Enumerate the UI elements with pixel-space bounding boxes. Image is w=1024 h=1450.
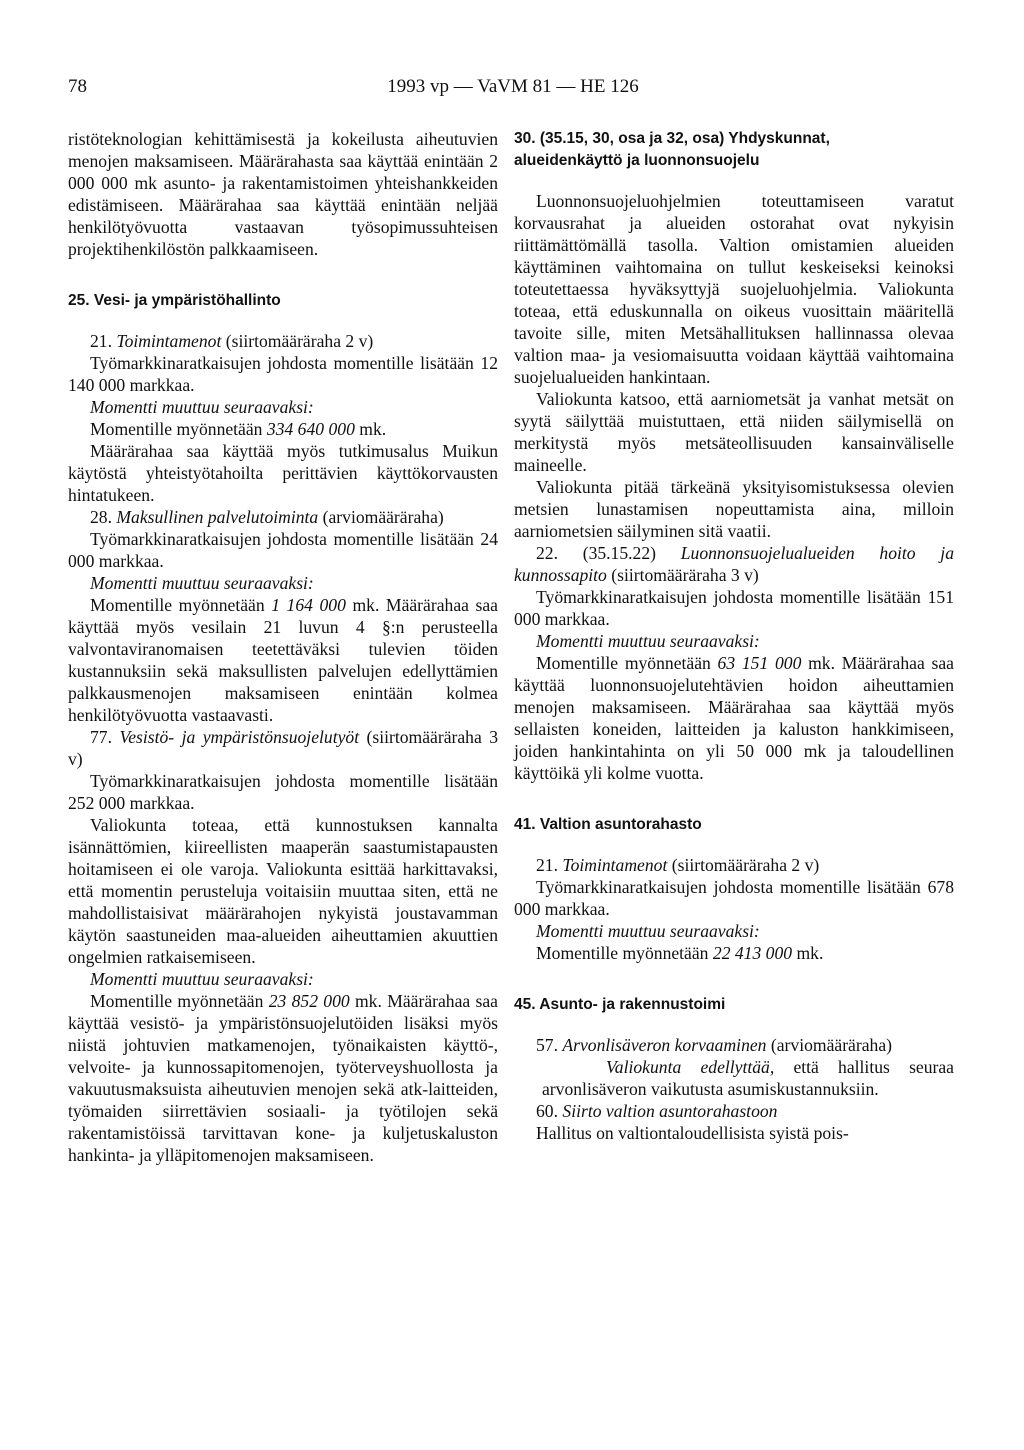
item-57-requirement: Valiokunta edellyttää, että hallitus seuraa arvonlisäveron vaikutusta asumiskustannuksiin.: [542, 1057, 954, 1099]
item-22-body: Työmarkkinaratkaisujen johdosta momentille lisätään 151 000 markkaa.: [514, 587, 954, 629]
item-21-body: Työmarkkinaratkaisujen johdosta momentille lisätään 12 140 000 markkaa.: [68, 353, 498, 395]
item-28-change: Momentti muuttuu seuraavaksi:: [90, 573, 314, 593]
item-77-title: 77. Vesistö- ja ympäristönsuojelutyöt (siirtomääräraha 3 v): [68, 727, 499, 769]
right-column: [514, 128, 954, 1144]
section-heading-41: 41. Valtion asuntorahasto: [514, 816, 702, 833]
item-77-committee: Valiokunta toteaa, että kunnostuksen kannalta isännättömien, kiireellisten maaperän saastumistapausten hoitamiseen ei ole varoja. Valiokunta esittää harkittavaksi, että momentin perusteluja voitaisiin muuttaa siten, että ne mahdollistaisivat määrärahojen nykyistä joustavamman käytön saastuneiden maa-alueiden aiheuttamien akuuttien ongelmien ratkaisemiseen.: [68, 815, 498, 967]
section-heading-45: 45. Asunto- ja rakennustoimi: [514, 996, 726, 1013]
item-21b-change: Momentti muuttuu seuraavaksi:: [536, 921, 760, 941]
section-heading-30-line1: 30. (35.15, 30, osa ja 32, osa) Yhdyskunnat,: [514, 130, 830, 147]
running-head: 1993 vp — VaVM 81 — HE 126: [387, 76, 639, 97]
left-column: [68, 128, 498, 1166]
item-21-grant: Momentille myönnetään 334 640 000 mk.: [90, 419, 387, 439]
section-heading-25: 25. Vesi- ja ympäristöhallinto: [68, 292, 281, 309]
item-60-body: Hallitus on valtiontaloudellisista syistä pois-: [536, 1123, 849, 1143]
intro-paragraph: ristöteknologian kehittämisestä ja kokeilusta aiheutuvien menojen maksamiseen. Määrärahasta saa käyttää enintään 2 000 000 mk asunto- ja rakentamistoimen yhteishankkeiden edistämiseen. Määrärahaa saa käyttää enintään neljää henkilötyövuotta vastaavan työsopimussuhteisen projektihenkilöstön palkkaamiseen.: [68, 129, 498, 259]
item-77-grant: Momentille myönnetään 23 852 000 mk. Määrärahaa saa käyttää vesistö- ja ympäristönsuojelutöiden lisäksi myös niistä johtuvien matkamenojen, työnaikaisten käyttö-, velvoite- ja kunnossapitomenojen, työterveyshuollosta ja vakuutusmaksuista aiheutuvien menojen sekä atk-laitteiden, työmaiden siirrettävien sosiaali- ja työtilojen sekä rakentamistöissä tarvittavan kone- ja kuljetuskaluston hankinta- ja ylläpitomenojen maksamiseen.: [68, 991, 498, 1165]
page-number: 78: [68, 76, 87, 97]
item-60-title: 60. Siirto valtion asuntorahastoon: [536, 1101, 778, 1121]
page-header: [68, 76, 958, 104]
s30-paragraph-1: Luonnonsuojeluohjelmien toteuttamiseen varatut korvausrahat ja alueiden ostorahat ovat nykyisin riittämättömällä tasolla. Valtion omistamien alueiden käyttäminen vaihtomaina on tullut keskeiseksi keinoksi toteutettaessa hyväksyttyjä suojeluohjelmia. Valiokunta toteaa, että eduskunnalla on oikeus vuosittain määritellä tavoite sille, miten Metsähallituksen hallinnassa olevaa valtion maa- ja vesiomaisuutta voidaan käyttää vaihtomaina suojelualueiden hankintaan.: [514, 191, 954, 387]
item-21-change: Momentti muuttuu seuraavaksi:: [90, 397, 314, 417]
s30-paragraph-3: Valiokunta pitää tärkeänä yksityisomistuksessa olevien metsien lunastamisen nopeuttamista aina, milloin aarniometsien säilyminen sitä vaatii.: [514, 477, 954, 541]
item-28-body: Työmarkkinaratkaisujen johdosta momentille lisätään 24 000 markkaa.: [68, 529, 498, 571]
item-77-change: Momentti muuttuu seuraavaksi:: [90, 969, 314, 989]
item-21b-title: 21. Toimintamenot (siirtomääräraha 2 v): [536, 855, 820, 875]
item-22-grant: Momentille myönnetään 63 151 000 mk. Määrärahaa saa käyttää luonnonsuojelutehtävien hoidon aiheuttamien menojen maksamiseen. Määrärahaa saa käyttää myös sellaisten koneiden, laitteiden ja kaluston hankkimiseen, joiden hankintahinta on yli 50 000 mk ja taloudellinen käyttöikä yli kolme vuotta.: [514, 653, 954, 783]
item-22-title: 22. (35.15.22) Luonnonsuojelualueiden hoito ja kunnossapito (siirtomääräraha 3 v): [514, 543, 954, 585]
item-77-body: Työmarkkinaratkaisujen johdosta momentille lisätään 252 000 markkaa.: [68, 771, 498, 813]
item-22-change: Momentti muuttuu seuraavaksi:: [536, 631, 760, 651]
item-21-extra: Määrärahaa saa käyttää myös tutkimusalus Muikun käytöstä yhteistyötahoilta perittävien käyttökorvausten hintatukeen.: [68, 441, 498, 505]
item-21b-body: Työmarkkinaratkaisujen johdosta momentille lisätään 678 000 markkaa.: [514, 877, 954, 919]
item-57-title: 57. Arvonlisäveron korvaaminen (arviomääräraha): [536, 1035, 893, 1055]
s30-paragraph-2: Valiokunta katsoo, että aarniometsät ja vanhat metsät on syytä säilyttää muistuttaen, että niiden säilymisellä on merkitystä myös metsäteollisuuden kansainväliselle maineelle.: [514, 389, 954, 475]
item-21b-grant: Momentille myönnetään 22 413 000 mk.: [536, 943, 824, 963]
section-heading-30-line2: alueidenkäyttö ja luonnonsuojelu: [514, 152, 760, 169]
item-28-grant: Momentille myönnetään 1 164 000 mk. Määrärahaa saa käyttää myös vesilain 21 luvun 4 §:n perusteella valvontaviranomaisen teetettäväksi tulevien töiden kustannuksiin sekä maksullisten palvelujen edellyttämien palkkausmenojen maksamiseen enintään kolmea henkilötyövuotta vastaavasti.: [68, 595, 498, 725]
item-28-title: 28. Maksullinen palvelutoiminta (arviomääräraha): [90, 507, 444, 527]
item-21-title: 21. Toimintamenot (siirtomääräraha 2 v): [90, 331, 374, 351]
